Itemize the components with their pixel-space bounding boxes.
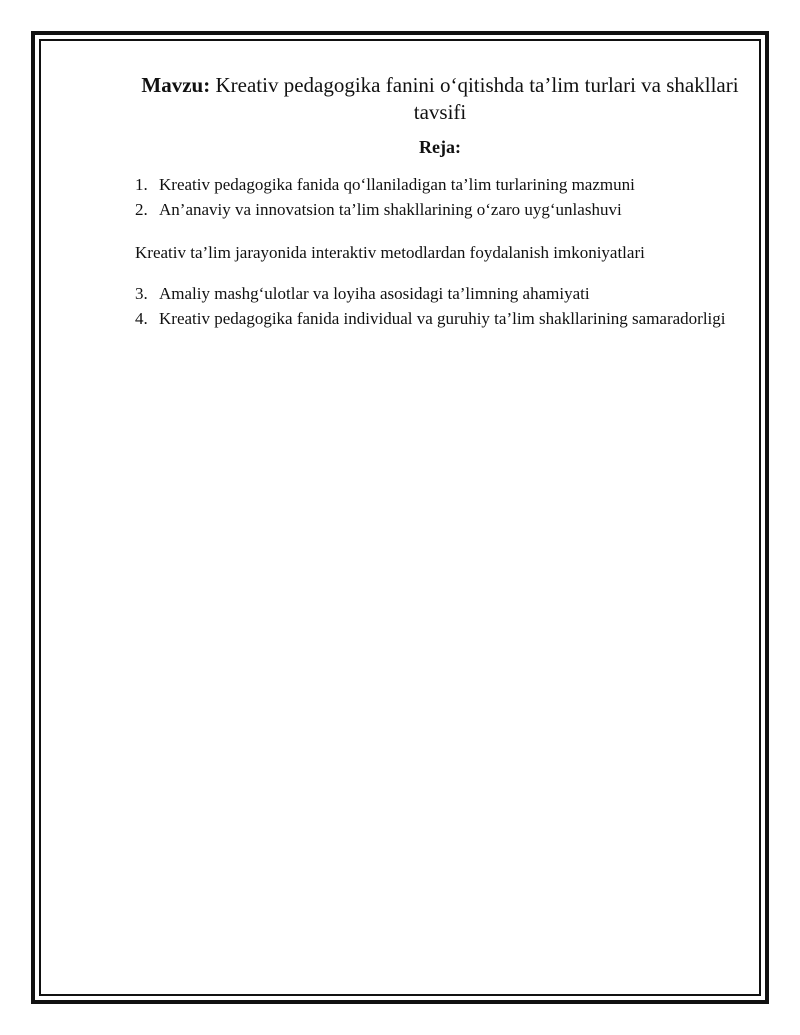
document-content	[135, 72, 745, 331]
plan-list-part1	[135, 172, 745, 222]
list-item-text: Amaliy mashg‘ulotlar va loyiha asosidagi ta’limning ahamiyati	[159, 284, 590, 303]
list-item-number: 3.	[135, 284, 148, 303]
list-item	[135, 197, 745, 222]
plan-heading: Reja:	[419, 137, 461, 157]
topic-label: Mavzu:	[141, 73, 211, 97]
list-item-text: An’anaviy va innovatsion ta’lim shakllarining o‘zaro uyg‘unlashuvi	[159, 200, 622, 219]
list-item-text: Kreativ pedagogika fanida qo‘llaniladigan ta’lim turlarining mazmuni	[159, 175, 635, 194]
list-item	[135, 281, 745, 306]
plan-list-part2	[135, 281, 745, 331]
list-item-text: Kreativ pedagogika fanida individual va guruhiy ta’lim shakllarining samaradorligi	[159, 309, 726, 328]
topic-title	[135, 72, 745, 126]
standalone-plan-line: Kreativ ta’lim jarayonida interaktiv metodlardan foydalanish imkoniyatlari	[135, 243, 645, 262]
list-item	[135, 172, 745, 197]
list-item-number: 2.	[135, 200, 148, 219]
list-item	[135, 306, 745, 331]
list-item-number: 1.	[135, 175, 148, 194]
topic-text: Kreativ pedagogika fanini o‘qitishda ta’lim turlari va shakllari tavsifi	[215, 73, 739, 124]
list-item-number: 4.	[135, 309, 148, 328]
